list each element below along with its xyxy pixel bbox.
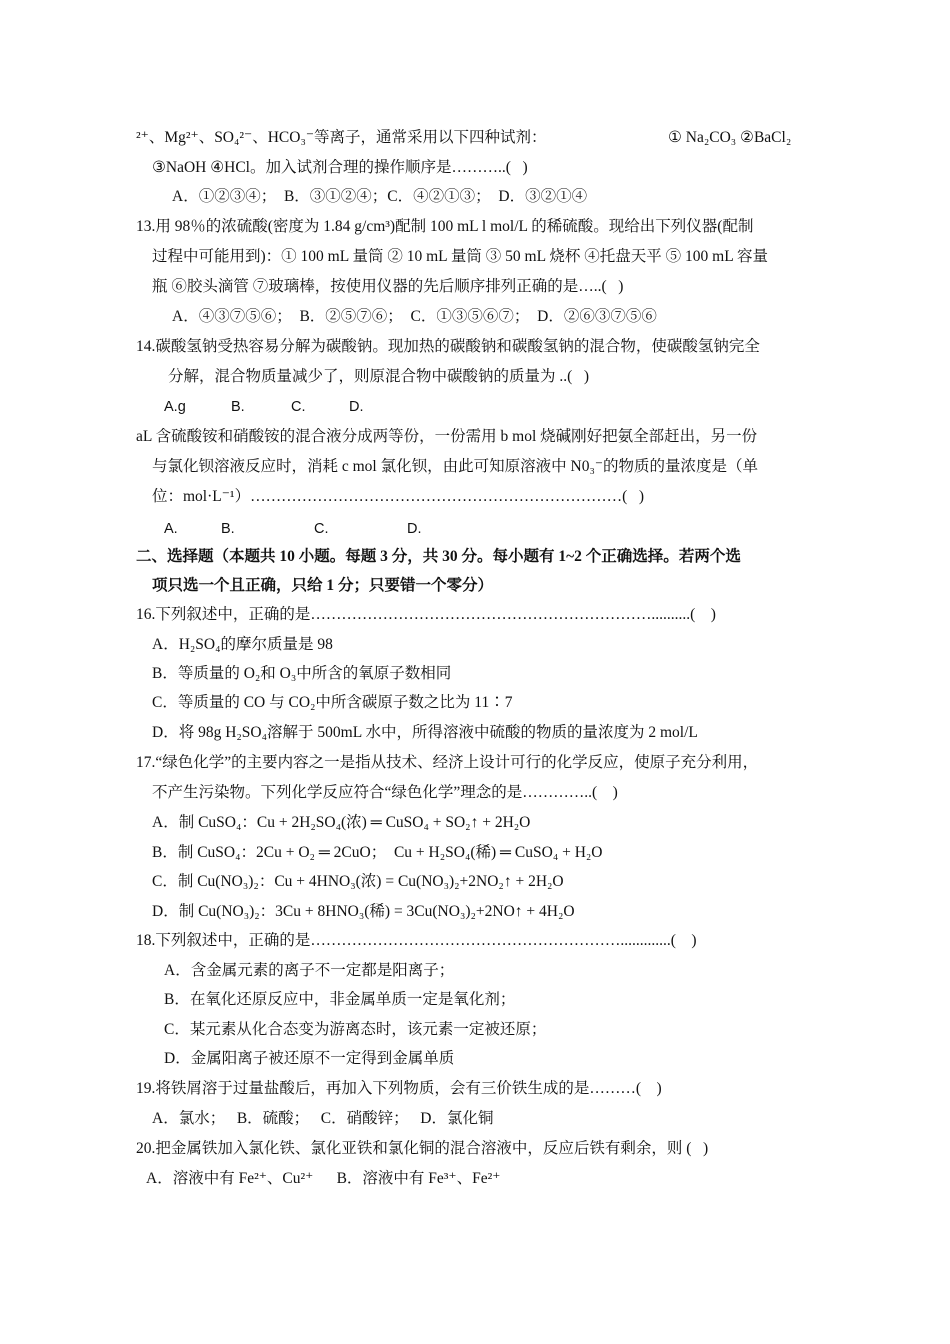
q13-line1: 13.用 98％的浓硫酸(密度为 1.84 g/cm³)配制 100 mL l mol/L 的稀硫酸。现给出下列仪器(配制 bbox=[136, 218, 754, 235]
q12-reagents: ① Na₂CO₃ ②BaCl₂ bbox=[668, 129, 792, 146]
q15-option-a: A. bbox=[164, 521, 178, 537]
q17-option-b: B．制 CuSO₄：2Cu + O₂ ═ 2CuO； Cu + H₂SO₄(稀) ═ CuSO₄ + H₂O bbox=[152, 844, 603, 861]
q14-line1: 14.碳酸氢钠受热容易分解为碳酸钠。现加热的碳酸钠和碳酸氢钠的混合物，使碳酸氢钠完全 bbox=[136, 338, 760, 355]
q15-line1: aL 含硫酸铵和硝酸铵的混合液分成两等份，一份需用 b mol 烧碱刚好把氨全部赶出，另一份 bbox=[136, 428, 758, 445]
section2-heading-line2: 项只选一个且正确，只给 1 分；只要错一个零分） bbox=[152, 577, 494, 594]
q20-options: A．溶液中有 Fe²⁺、Cu²⁺ B．溶液中有 Fe³⁺、Fe²⁺ bbox=[146, 1170, 501, 1187]
section2-heading-line1: 二、选择题（本题共 10 小题。每题 3 分，共 30 分。每小题有 1~2 个正确选择。若两个选 bbox=[136, 548, 741, 565]
q14-option-b: B. bbox=[231, 399, 245, 415]
q16-option-b: B．等质量的 O₂和 O₃中所含的氧原子数相同 bbox=[152, 665, 452, 682]
q15-option-c: C. bbox=[314, 521, 329, 537]
q17-option-d: D．制 Cu(NO₃)₂：3Cu + 8HNO₃(稀) = 3Cu(NO₃)₂+2NO↑ + 4H₂O bbox=[152, 903, 575, 920]
q13-options: A．④③⑦⑤⑥； B．②⑤⑦⑥； C．①③⑤⑥⑦； D．②⑥③⑦⑤⑥ bbox=[172, 308, 657, 325]
q20-stem: 20.把金属铁加入氯化铁、氯化亚铁和氯化铜的混合溶液中，反应后铁有剩余，则 ( ) bbox=[136, 1140, 709, 1157]
q18-option-b: B．在氧化还原反应中，非金属单质一定是氧化剂； bbox=[164, 991, 516, 1008]
q17-line2: 不产生污染物。下列化学反应符合“绿色化学”理念的是…………..( ) bbox=[152, 784, 618, 801]
q17-line1: 17.“绿色化学”的主要内容之一是指从技术、经济上设计可行的化学反应，使原子充分利用， bbox=[136, 754, 759, 771]
q19-options: A．氯水； B．硫酸； C．硝酸锌； D．氯化铜 bbox=[152, 1110, 494, 1127]
q18-option-c: C．某元素从化合态变为游离态时，该元素一定被还原； bbox=[164, 1021, 547, 1038]
q13-line2: 过程中可能用到)：① 100 mL 量筒 ② 10 mL 量筒 ③ 50 mL 烧杯 ④托盘天平 ⑤ 100 mL 容量 bbox=[152, 248, 768, 265]
q16-stem: 16.下列叙述中，正确的是…………………………………………………………..........( ) bbox=[136, 606, 716, 623]
q17-option-c: C．制 Cu(NO₃)₂：Cu + 4HNO₃(浓) = Cu(NO₃)₂+2NO₂↑ + 2H₂O bbox=[152, 873, 564, 890]
q12-options: A．①②③④； B．③①②④；C．④②①③； D．③②①④ bbox=[172, 188, 588, 205]
q14-option-c: C. bbox=[291, 399, 306, 415]
q17-option-a: A．制 CuSO₄：Cu + 2H₂SO₄(浓) ═ CuSO₄ + SO₂↑ + 2H₂O bbox=[152, 814, 531, 831]
q18-option-d: D．金属阳离子被还原不一定得到金属单质 bbox=[164, 1050, 455, 1067]
q14-line2: 分解，混合物质量减少了，则原混合物中碳酸钠的质量为 ..( ) bbox=[168, 368, 590, 385]
q14-option-a: A.g bbox=[164, 399, 186, 415]
q13-line3: 瓶 ⑥胶头滴管 ⑦玻璃棒，按使用仪器的先后顺序排列正确的是…..( ) bbox=[152, 278, 624, 295]
q15-option-b: B. bbox=[221, 521, 235, 537]
q18-option-a: A．含金属元素的离子不一定都是阳离子； bbox=[164, 962, 455, 979]
q16-option-a: A．H₂SO₄的摩尔质量是 98 bbox=[152, 636, 333, 653]
q15-line3: 位：mol·L⁻¹）………………………………………………………………( ) bbox=[152, 488, 645, 505]
q16-option-c: C．等质量的 CO 与 CO₂中所含碳原子数之比为 11∶7 bbox=[152, 694, 513, 711]
q14-option-d: D. bbox=[349, 399, 364, 415]
q15-option-d: D. bbox=[407, 521, 422, 537]
q12-line2: ③NaOH ④HCl。加入试剂合理的操作顺序是………..( ) bbox=[152, 159, 528, 176]
q18-stem: 18.下列叙述中，正确的是…………………………………………………….............( ) bbox=[136, 932, 697, 949]
q19-stem: 19.将铁屑溶于过量盐酸后，再加入下列物质，会有三价铁生成的是………( ) bbox=[136, 1080, 662, 1097]
q16-option-d: D．将 98g H₂SO₄溶解于 500mL 水中，所得溶液中硫酸的物质的量浓度为 2 mol/L bbox=[152, 724, 698, 741]
q12-line1: ²⁺、Mg²⁺、SO₄²⁻、HCO₃⁻等离子，通常采用以下四种试剂： bbox=[136, 129, 547, 146]
q15-line2: 与氯化钡溶液反应时，消耗 c mol 氯化钡，由此可知原溶液中 N0₃⁻的物质的量浓度是（单 bbox=[152, 458, 759, 475]
